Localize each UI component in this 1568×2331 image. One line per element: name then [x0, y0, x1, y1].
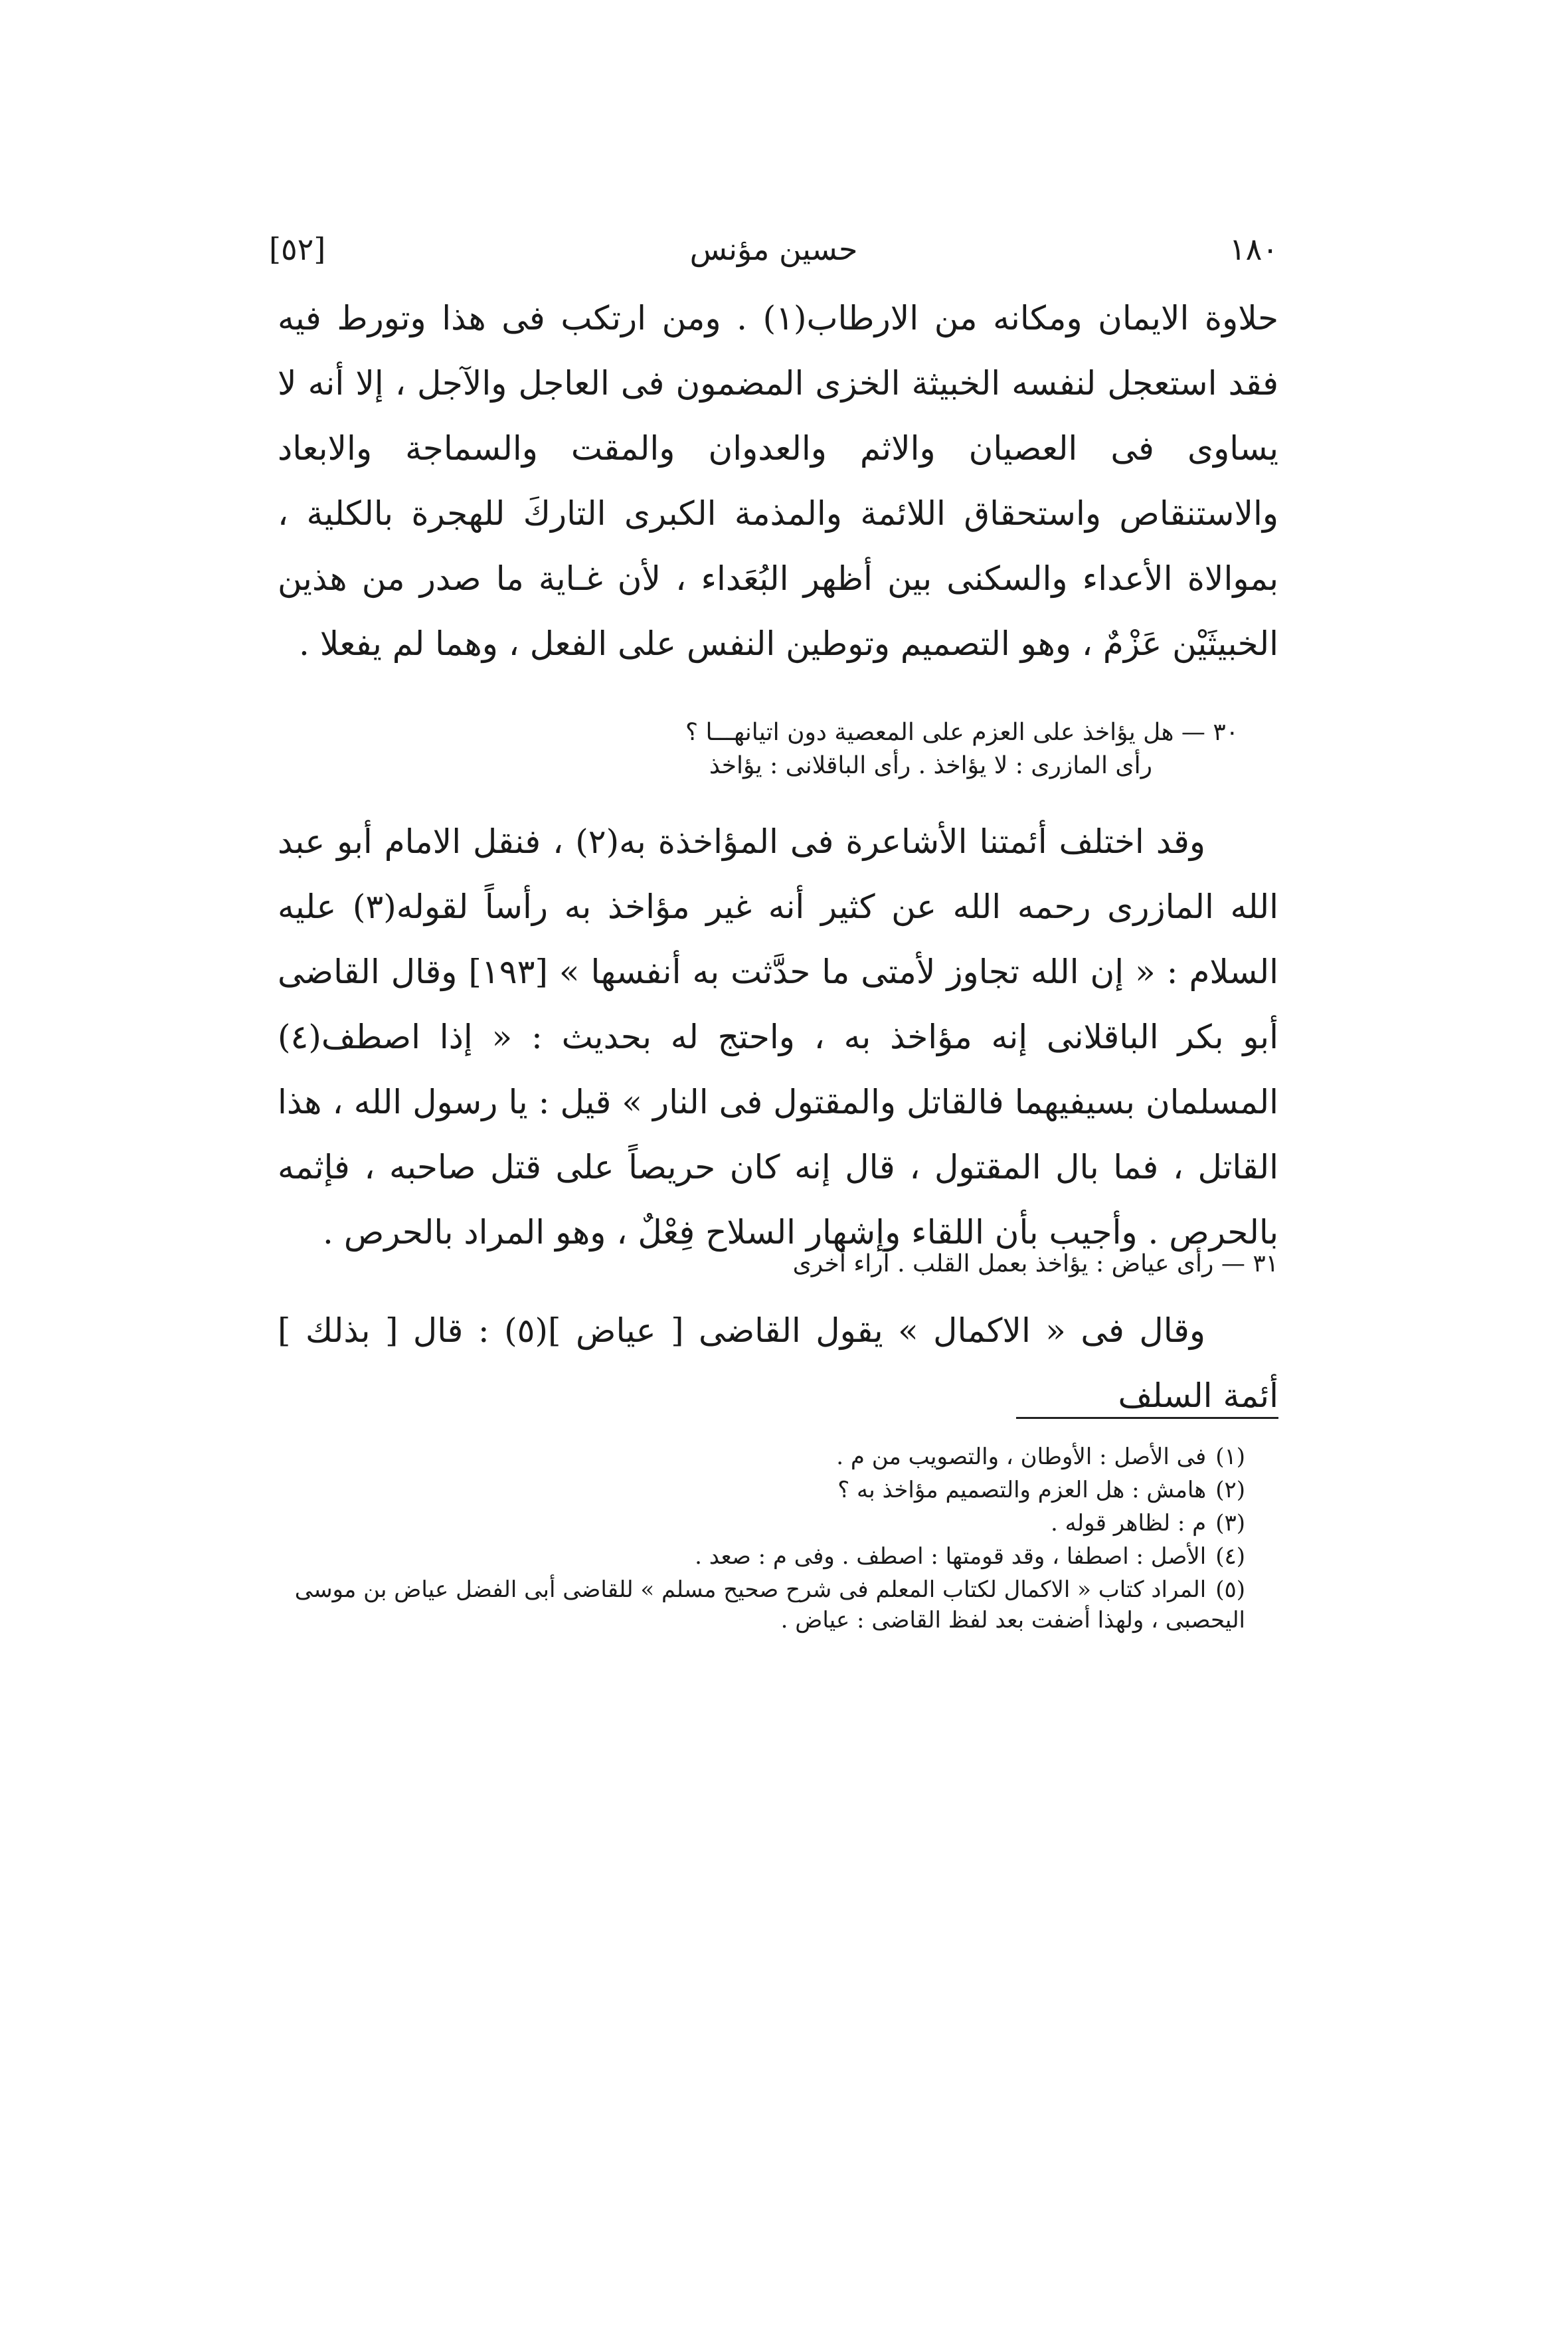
section-heading-30: [278, 716, 1239, 783]
footnote: [278, 1574, 1278, 1635]
section-marker: [٥٢]: [269, 231, 326, 267]
footnote: [278, 1442, 1278, 1472]
footnote-number: (٤): [1215, 1543, 1245, 1570]
main-text: [278, 286, 1278, 1428]
footnote-text: الأصل : اصطفا ، وقد قومتها : اصطف . وفى م : صعد .: [695, 1543, 1207, 1570]
footnote: [278, 1541, 1278, 1572]
footnote-number: (٢): [1215, 1477, 1245, 1503]
footnote-number: (٣): [1215, 1510, 1245, 1537]
section-heading-31-title: ٣١ — رأى عياض : يؤاخذ بعمل القلب . آراء أخرى: [792, 1250, 1278, 1277]
footnote-text: المراد كتاب « الاكمال لكتاب المعلم فى شرح صحيح مسلم » للقاضى أبى الفضل عياض بن موسى اليحصبى ، ولهذا أضفت بعد لفظ القاضى : عياض .: [294, 1576, 1245, 1633]
running-title: حسين مؤنس: [689, 231, 858, 267]
footnotes: [278, 1442, 1278, 1638]
paragraph-1: حلاوة الايمان ومكانه من الارطاب(١) . ومن ارتكب فى هذا وتورط فيه فقد استعجل لنفسه الخبيثة الخزى المضمون فى العاجل والآجل ، إلا أنه لا يساوى فى العصيان والاثم والعدوان والمقت والسماجة والابعاد والاستنقاص واستحقاق اللائمة والمذمة الكبرى التاركَ للهجرة بالكلية ، بموالاة الأعداء والسكنى بين أظهر البُعَداء ، لأن غـاية ما صدر من هذين الخبيثَيْن عَزْمٌ ، وهو التصميم وتوطين النفس على الفعل ، وهما لم يفعلا .: [278, 299, 1278, 663]
paragraph-3: وقال فى « الاكمال » يقول القاضى [ عياض ](٥) : قال [ بذلك ] أئمة السلف: [278, 1311, 1278, 1415]
footnote-text: م : لظاهر قوله .: [1050, 1510, 1207, 1537]
page-header: [269, 219, 1278, 279]
footnote-text: هامش : هل العزم والتصميم مؤاخذ به ؟: [837, 1477, 1207, 1503]
paragraph-2: وقد اختلف أئمتنا الأشاعرة فى المؤاخذة به(٢) ، فنقل الامام أبو عبد الله المازرى رحمه الله عن كثير أنه غير مؤاخذ به رأساً لقوله(٣) عليه السلام : « إن الله تجاوز لأمتى ما حدَّثت به أنفسها » [١٩٣] وقال القاضى أبو بكر الباقلانى إنه مؤاخذ به ، واحتج له بحديث : « إذا اصطف(٤) المسلمان بسيفيهما فالقاتل والمقتول فى النار » قيل : يا رسول الله ، هذا القاتل ، فما بال المقتول ، قال إنه كان حريصاً على قتل صاحبه ، فإثمه بالحرص . وأجيب بأن اللقاء وإشهار السلاح فِعْلٌ ، وهو المراد بالحرص .: [278, 822, 1278, 1252]
footnote: [278, 1475, 1278, 1505]
footnote-text: فى الأصل : الأوطان ، والتصويب من م .: [836, 1444, 1207, 1470]
footnote: [278, 1508, 1278, 1538]
section-heading-30-title: ٣٠ — هل يؤاخذ على العزم على المعصية دون اتيانهـــا ؟: [685, 719, 1239, 746]
footnote-number: (٥): [1215, 1576, 1245, 1603]
footnote-divider: [1016, 1417, 1278, 1419]
section-heading-30-subtitle: رأى المازرى : لا يؤاخذ . رأى الباقلانى : يؤاخذ: [709, 752, 1152, 779]
footnote-number: (١): [1215, 1444, 1245, 1470]
page-number: ١٨٠: [1229, 231, 1278, 267]
